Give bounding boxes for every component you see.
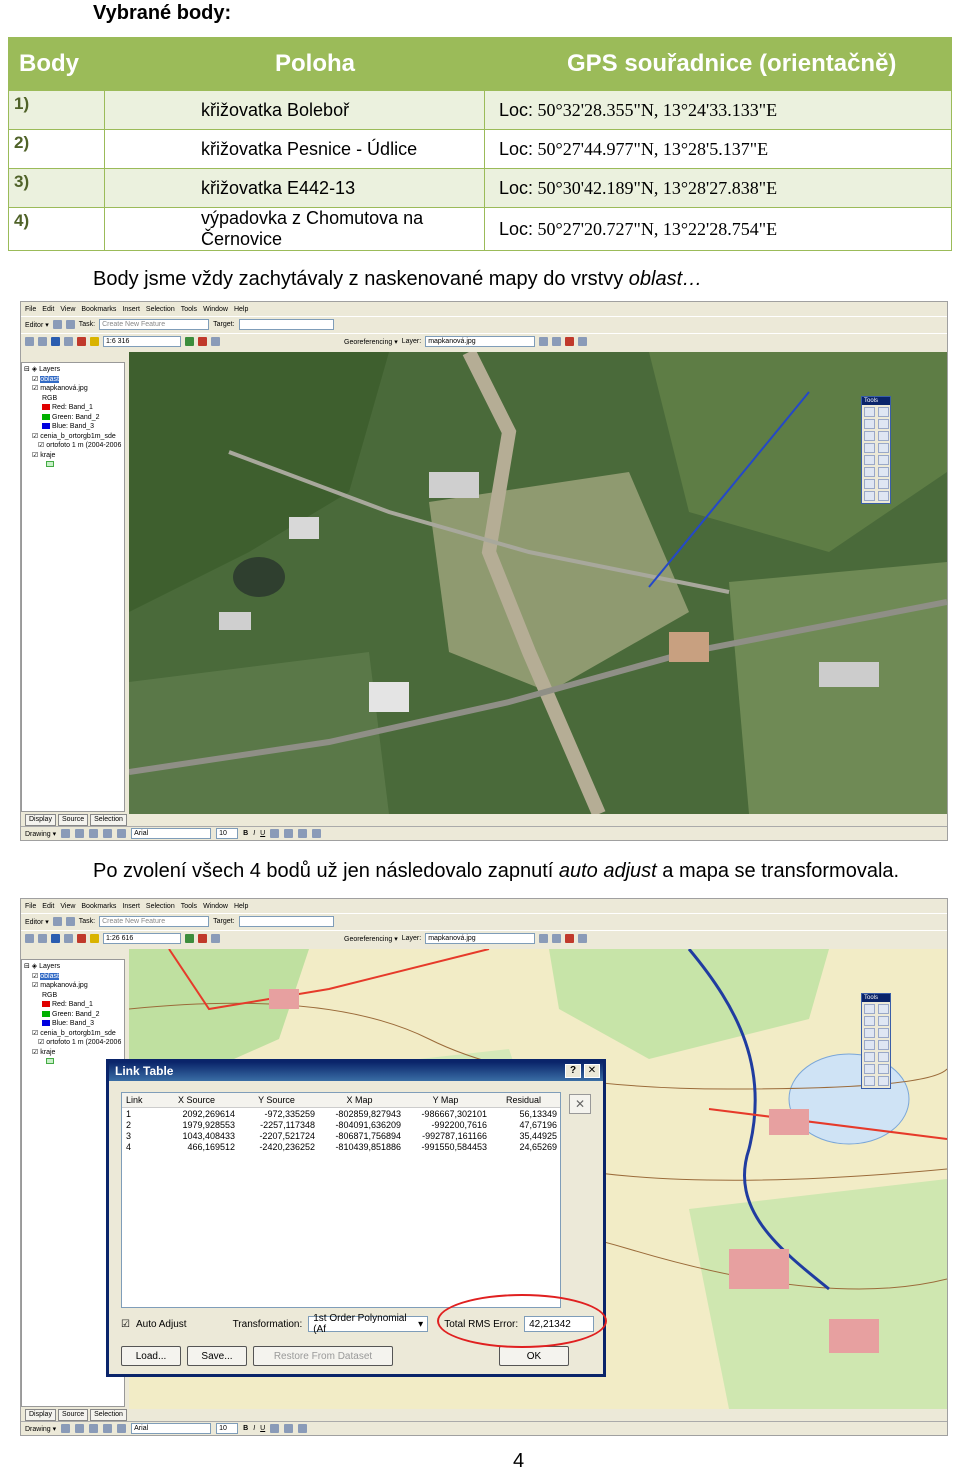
dialog-buttons-row — [121, 1346, 569, 1366]
edit-tool-icon[interactable] — [53, 320, 62, 329]
task-select[interactable]: Create New Feature — [99, 916, 209, 927]
cell-y-source: -972,335259 — [264, 1108, 315, 1119]
cell-residual: 24,65269 — [519, 1141, 557, 1152]
drawing-menu[interactable]: Drawing ▾ — [25, 1425, 57, 1433]
link-table-icon[interactable] — [578, 934, 587, 943]
marker-color-icon[interactable] — [312, 829, 321, 838]
cell-x-source: 2092,269614 — [182, 1108, 235, 1119]
tab-source[interactable]: Source — [58, 814, 88, 826]
tab-selection[interactable]: Selection — [90, 1409, 127, 1421]
paragraph-auto-adjust-note — [93, 860, 899, 883]
fill-color-icon[interactable] — [284, 829, 293, 838]
tab-display[interactable]: Display — [25, 1409, 56, 1421]
toc-oblast[interactable]: ☑ oblast — [32, 375, 59, 383]
menu-bar — [21, 302, 947, 316]
arcmap-window-aerial — [20, 301, 948, 841]
measure-icon[interactable] — [878, 479, 889, 489]
cell-y-source: -2207,521724 — [259, 1130, 315, 1141]
drawing-toolbar — [21, 826, 947, 840]
bold-icon[interactable]: B — [243, 830, 249, 837]
underline-icon[interactable]: U — [260, 830, 266, 837]
menu-file[interactable]: File — [25, 902, 37, 910]
cell-x-map: -810439,851886 — [335, 1141, 401, 1152]
cell-residual: 35,44925 — [519, 1130, 557, 1141]
zoom-out-icon[interactable] — [878, 1004, 889, 1014]
font-select[interactable]: Arial — [131, 828, 211, 839]
gps-label: Loc: — [499, 218, 534, 239]
link-table-icon[interactable] — [578, 337, 587, 346]
column-header-link[interactable]: Link — [126, 1095, 143, 1105]
cell-link: 3 — [126, 1130, 132, 1141]
toc-tabs — [21, 814, 127, 826]
add-data-icon[interactable] — [90, 337, 99, 346]
toc-blue: Blue: Band_3 — [24, 1019, 122, 1029]
command-line-icon[interactable] — [211, 337, 220, 346]
editor-toolbar-icon[interactable] — [185, 934, 194, 943]
aerial-map-view[interactable] — [129, 352, 947, 814]
layer-select[interactable]: mapkanová.jpg — [425, 933, 535, 944]
aerial-photo — [129, 352, 947, 814]
layer-label: Layer: — [401, 935, 422, 942]
cell-link: 2 — [126, 1119, 132, 1130]
transformation-label: Transformation: — [232, 1318, 303, 1330]
paragraph-text: Po zvolení všech 4 bodů už jen následovalo zapnutí — [93, 860, 559, 882]
identify-icon[interactable] — [864, 467, 875, 477]
pan-icon[interactable] — [864, 431, 875, 441]
gps-value: 50°30'42.189"N, 13°28'27.838"E — [537, 177, 778, 198]
add-control-points-icon[interactable] — [565, 337, 574, 346]
sketch-tool-icon[interactable] — [66, 917, 75, 926]
task-select[interactable]: Create New Feature — [99, 319, 209, 330]
zoom-in-icon[interactable] — [864, 1004, 875, 1014]
add-control-points-icon[interactable] — [565, 934, 574, 943]
table-row[interactable] — [122, 1130, 560, 1141]
cell-y-source: -2420,236252 — [259, 1141, 315, 1152]
tab-display[interactable]: Display — [25, 814, 56, 826]
toc-layers[interactable]: ⊟ ◈ Layers — [24, 366, 61, 373]
select-elements-icon[interactable] — [878, 455, 889, 465]
toc-red: Red: Band_1 — [24, 1000, 122, 1010]
find-icon[interactable] — [864, 1076, 875, 1086]
select-features-icon[interactable] — [864, 1052, 875, 1062]
open-icon[interactable] — [38, 337, 47, 346]
rectangle-icon[interactable] — [103, 829, 112, 838]
gps-value: 50°27'20.727"N, 13°22'28.754"E — [537, 218, 778, 239]
row-number: 3) — [9, 169, 105, 208]
link-list — [121, 1092, 561, 1308]
table-row — [9, 169, 952, 208]
info-icon[interactable] — [878, 467, 889, 477]
menu-tools[interactable]: Tools — [180, 902, 198, 910]
close-icon[interactable]: ✕ — [584, 1064, 600, 1078]
gps-points-table — [8, 37, 952, 251]
menu-edit[interactable]: Edit — [42, 902, 55, 910]
dialog-title-bar — [109, 1062, 603, 1081]
rotate-icon[interactable] — [539, 934, 548, 943]
text-icon[interactable] — [117, 1424, 126, 1433]
row-number: 4) — [9, 208, 105, 251]
toc-red: Red: Band_1 — [24, 403, 122, 413]
column-header-y-source[interactable]: Y Source — [258, 1095, 295, 1105]
column-header-y-map[interactable]: Y Map — [432, 1095, 459, 1105]
table-header-row — [9, 38, 952, 91]
tab-source[interactable]: Source — [58, 1409, 88, 1421]
fixed-zoom-in-icon[interactable] — [864, 1016, 875, 1026]
menu-window[interactable]: Window — [203, 305, 228, 313]
bold-icon[interactable]: B — [243, 1425, 249, 1432]
menu-window[interactable]: Window — [203, 902, 228, 910]
zoom-out-icon[interactable] — [878, 407, 889, 417]
cell-y-source: -2257,117348 — [260, 1119, 315, 1130]
tools-palette — [861, 993, 891, 1089]
hyperlink-icon[interactable] — [864, 491, 875, 501]
font-color-icon[interactable] — [270, 829, 279, 838]
toc-layers[interactable]: ⊟ ◈ Layers — [24, 963, 61, 970]
gps-value: 50°27'44.977"N, 13°28'5.137"E — [537, 138, 769, 159]
row-place: křižovatka Pesnice - Údlice — [105, 130, 485, 169]
line-color-icon[interactable] — [298, 829, 307, 838]
cell-link: 1 — [126, 1108, 132, 1119]
row-gps — [485, 130, 952, 169]
column-header-body: Body — [9, 38, 105, 91]
cell-residual: 56,13349 — [519, 1108, 557, 1119]
transformation-select[interactable]: 1st Order Polynomial (Af ▾ — [308, 1316, 428, 1332]
menu-file[interactable]: File — [25, 305, 37, 313]
load-button[interactable]: Load... — [121, 1346, 181, 1366]
scale-input[interactable]: 1:26 616 — [103, 933, 181, 944]
cell-link: 4 — [126, 1141, 132, 1152]
georeferencing-menu[interactable]: Georeferencing ▾ — [344, 935, 398, 943]
toc-mapkanova[interactable]: ☑ mapkanová.jpg — [32, 982, 88, 989]
open-icon[interactable] — [38, 934, 47, 943]
ok-button[interactable]: OK — [499, 1346, 569, 1366]
table-row[interactable] — [122, 1108, 560, 1119]
editor-toolbar — [21, 316, 947, 332]
menu-tools[interactable]: Tools — [180, 305, 198, 313]
table-row[interactable] — [122, 1141, 560, 1152]
toc-tabs — [21, 1409, 127, 1421]
link-table-dialog — [106, 1059, 606, 1377]
editor-menu[interactable]: Editor ▾ — [25, 321, 49, 329]
save-icon[interactable] — [51, 934, 60, 943]
delete-link-button[interactable]: ✕ — [569, 1094, 591, 1114]
globe-icon[interactable] — [878, 431, 889, 441]
zoom-to-selected-icon[interactable] — [89, 1424, 98, 1433]
back-icon[interactable] — [864, 1040, 875, 1050]
sketch-tool-icon[interactable] — [66, 320, 75, 329]
layer-label: Layer: — [401, 338, 422, 345]
cell-y-map: -991550,584453 — [421, 1141, 487, 1152]
menu-selection[interactable]: Selection — [145, 902, 175, 910]
gps-label: Loc: — [499, 138, 534, 159]
shift-icon[interactable] — [552, 934, 561, 943]
table-of-contents — [21, 362, 125, 812]
tools-title: Tools — [862, 994, 890, 1002]
paragraph-text: Body jsme vždy zachytávaly z naskenované mapy do vrstvy — [93, 268, 629, 290]
back-icon[interactable] — [864, 443, 875, 453]
italic-icon[interactable]: I — [253, 1425, 256, 1432]
toc-kraje[interactable]: ☑ kraje — [32, 451, 56, 459]
delete-icon[interactable] — [77, 934, 86, 943]
column-header-x-source[interactable]: X Source — [177, 1095, 216, 1105]
toc-oblast[interactable]: ☑ oblast — [32, 972, 59, 980]
gps-value: 50°32'28.355"N, 13°24'33.133"E — [537, 99, 778, 120]
row-place: výpadovka z Chomutova na Černovice — [105, 208, 485, 251]
paragraph-emphasis: oblast… — [628, 268, 703, 290]
standard-toolbar — [21, 930, 947, 946]
paragraph-text-end: a mapa se transformovala. — [656, 860, 900, 882]
menu-selection[interactable]: Selection — [145, 305, 175, 313]
toc-mapkanova[interactable]: ☑ mapkanová.jpg — [32, 385, 88, 392]
add-data-icon[interactable] — [90, 934, 99, 943]
arctoolbox-icon[interactable] — [198, 337, 207, 346]
select-elements-icon[interactable] — [61, 829, 70, 838]
command-line-icon[interactable] — [211, 934, 220, 943]
rotate-icon[interactable] — [75, 1424, 84, 1433]
editor-toolbar — [21, 913, 947, 929]
toc-ortofoto[interactable]: ☑ ortofoto 1 m (2004-2006 — [38, 1039, 122, 1046]
restore-from-dataset-button[interactable]: Restore From Dataset — [253, 1346, 393, 1366]
new-icon[interactable] — [25, 337, 34, 346]
cell-residual: 47,67196 — [519, 1119, 557, 1130]
toc-blue: Blue: Band_3 — [24, 422, 122, 432]
paragraph-layer-note — [93, 268, 702, 291]
drawing-toolbar — [21, 1421, 947, 1435]
rms-highlight-ring — [437, 1294, 607, 1348]
page-number: 4 — [513, 1450, 525, 1471]
select-elements-icon[interactable] — [61, 1424, 70, 1433]
print-icon[interactable] — [64, 934, 73, 943]
delete-icon[interactable] — [77, 337, 86, 346]
find-icon[interactable] — [864, 479, 875, 489]
menu-bookmarks[interactable]: Bookmarks — [81, 305, 117, 313]
toc-rgb: RGB — [42, 991, 58, 999]
rotate-icon[interactable] — [75, 829, 84, 838]
menu-bar — [21, 899, 947, 913]
task-label: Task: — [78, 918, 96, 925]
underline-icon[interactable]: U — [260, 1425, 266, 1432]
scale-input[interactable]: 1:6 316 — [103, 336, 181, 347]
row-place: křižovatka E442-13 — [105, 169, 485, 208]
toc-green: Green: Band_2 — [24, 413, 122, 423]
gps-label: Loc: — [499, 177, 534, 198]
editor-menu[interactable]: Editor ▾ — [25, 918, 49, 926]
row-gps — [485, 169, 952, 208]
font-color-icon[interactable] — [270, 1424, 279, 1433]
toc-cenia[interactable]: ☑ cenia_b_ortorgb1m_sde — [32, 432, 116, 440]
tools-palette — [861, 396, 891, 504]
cell-x-source: 1979,928553 — [182, 1119, 235, 1130]
info-icon[interactable] — [878, 1064, 889, 1074]
fixed-zoom-out-icon[interactable] — [878, 1016, 889, 1026]
column-header-x-map[interactable]: X Map — [346, 1095, 373, 1105]
link-list-header — [122, 1093, 560, 1108]
target-label: Target: — [213, 918, 235, 925]
toc-kraje-swatch — [24, 460, 122, 470]
forward-icon[interactable] — [878, 1040, 889, 1050]
fixed-zoom-in-icon[interactable] — [864, 419, 875, 429]
drawing-menu[interactable]: Drawing ▾ — [25, 830, 57, 838]
rms-label: Total RMS Error: — [444, 1318, 519, 1330]
target-label: Target: — [213, 321, 235, 328]
column-header-gps: GPS souřadnice (orientačně) — [485, 38, 952, 91]
layer-select[interactable]: mapkanová.jpg — [425, 336, 535, 347]
rotate-icon[interactable] — [539, 337, 548, 346]
toc-ortofoto[interactable]: ☑ ortofoto 1 m (2004-2006 — [38, 442, 122, 449]
menu-insert[interactable]: Insert — [122, 902, 140, 910]
select-features-icon[interactable] — [864, 455, 875, 465]
menu-bookmarks[interactable]: Bookmarks — [81, 902, 117, 910]
paragraph-emphasis: auto adjust — [558, 860, 657, 882]
menu-insert[interactable]: Insert — [122, 305, 140, 313]
fill-color-icon[interactable] — [284, 1424, 293, 1433]
row-gps — [485, 91, 952, 130]
row-number: 2) — [9, 130, 105, 169]
cell-x-source: 1043,408433 — [182, 1130, 235, 1141]
rms-value: 42,21342 — [524, 1316, 594, 1332]
cell-x-map: -802859,827943 — [335, 1108, 401, 1119]
globe-icon[interactable] — [878, 1028, 889, 1038]
column-header-poloha: Poloha — [105, 38, 485, 91]
rectangle-icon[interactable] — [103, 1424, 112, 1433]
identify-icon[interactable] — [864, 1064, 875, 1074]
transformation-value: 1st Order Polynomial (Af — [313, 1313, 407, 1335]
section-heading: Vybrané body: — [93, 2, 232, 24]
toc-cenia[interactable]: ☑ cenia_b_ortorgb1m_sde — [32, 1029, 116, 1037]
standard-toolbar — [21, 333, 947, 349]
font-select[interactable]: Arial — [131, 1423, 211, 1434]
zoom-to-selected-icon[interactable] — [89, 829, 98, 838]
table-row — [9, 130, 952, 169]
editor-toolbar-icon[interactable] — [185, 337, 194, 346]
target-select[interactable] — [239, 319, 334, 330]
gps-label: Loc: — [499, 99, 534, 120]
zoom-in-icon[interactable] — [864, 407, 875, 417]
tab-selection[interactable]: Selection — [90, 814, 127, 826]
auto-adjust-label: Auto Adjust — [135, 1318, 187, 1330]
toc-green: Green: Band_2 — [24, 1010, 122, 1020]
auto-adjust-checkbox[interactable]: ☑ — [121, 1318, 130, 1330]
measure-icon[interactable] — [878, 1076, 889, 1086]
font-size-select[interactable]: 10 — [216, 828, 238, 839]
target-select[interactable] — [239, 916, 334, 927]
edit-tool-icon[interactable] — [53, 917, 62, 926]
row-gps — [485, 208, 952, 251]
row-number: 1) — [9, 91, 105, 130]
cell-y-map: -992200,7616 — [431, 1119, 487, 1130]
menu-view[interactable]: View — [60, 902, 76, 910]
help-icon[interactable]: ? — [565, 1064, 581, 1078]
tools-title: Tools — [862, 397, 890, 405]
menu-help[interactable]: Help — [233, 305, 249, 313]
fixed-zoom-out-icon[interactable] — [878, 419, 889, 429]
column-header-residual[interactable]: Residual — [505, 1095, 542, 1105]
toc-rgb: RGB — [42, 394, 58, 402]
select-elements-icon[interactable] — [878, 1052, 889, 1062]
table-row — [9, 91, 952, 130]
cell-x-source: 466,169512 — [187, 1141, 235, 1152]
new-icon[interactable] — [25, 934, 34, 943]
font-size-select[interactable]: 10 — [216, 1423, 238, 1434]
toc-kraje[interactable]: ☑ kraje — [32, 1048, 56, 1056]
cell-y-map: -992787,161166 — [422, 1130, 487, 1141]
forward-icon[interactable] — [878, 443, 889, 453]
task-label: Task: — [78, 321, 96, 328]
save-button[interactable]: Save... — [187, 1346, 247, 1366]
georeferencing-menu[interactable]: Georeferencing ▾ — [344, 338, 398, 346]
arcmap-window-topo — [20, 898, 948, 1436]
cell-x-map: -804091,636209 — [335, 1119, 401, 1130]
pan-icon[interactable] — [864, 1028, 875, 1038]
table-row — [9, 208, 952, 251]
print-icon[interactable] — [64, 337, 73, 346]
arctoolbox-icon[interactable] — [198, 934, 207, 943]
cell-x-map: -806871,756894 — [335, 1130, 401, 1141]
save-icon[interactable] — [51, 337, 60, 346]
menu-edit[interactable]: Edit — [42, 305, 55, 313]
menu-view[interactable]: View — [60, 305, 76, 313]
line-color-icon[interactable] — [298, 1424, 307, 1433]
row-place: křižovatka Boleboř — [105, 91, 485, 130]
table-row[interactable] — [122, 1119, 560, 1130]
time-slider-icon[interactable] — [878, 491, 889, 501]
dialog-title: Link Table — [115, 1064, 174, 1078]
cell-y-map: -986667,302101 — [421, 1108, 487, 1119]
menu-help[interactable]: Help — [233, 902, 249, 910]
shift-icon[interactable] — [552, 337, 561, 346]
italic-icon[interactable]: I — [253, 830, 256, 837]
text-icon[interactable] — [117, 829, 126, 838]
